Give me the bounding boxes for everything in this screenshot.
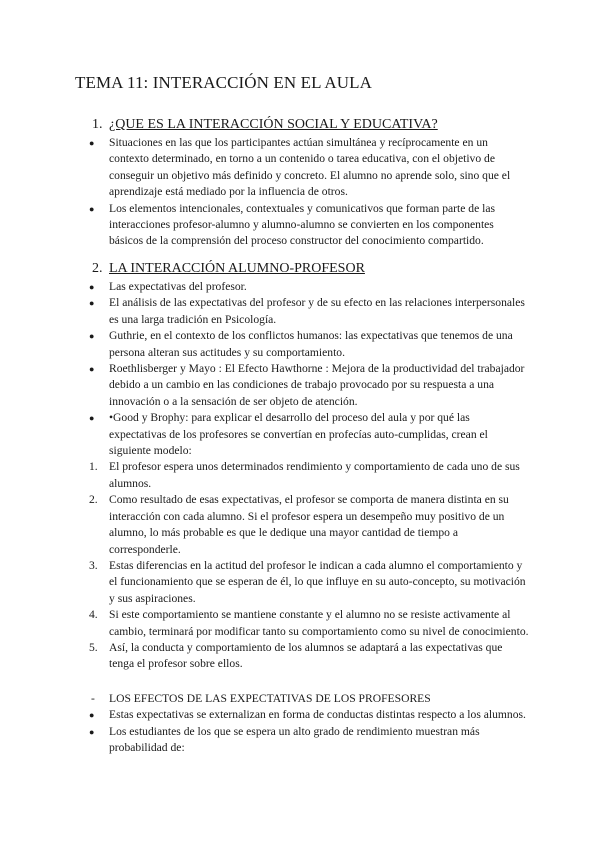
list-item-text: Guthrie, en el contexto de los conflictos humanos: las expectativas que tenemos de una persona alteran sus actitudes y su comportamiento. [109,329,513,359]
list-item-text: Los elementos intencionales, contextuales y comunicativos que forman parte de las interacciones profesor-alumno y alumno-alumno se convierten en los componentes básicos de la comprensión del proceso constructor del conocimiento compartido. [109,201,496,248]
list-item [0,328,529,361]
numbered-item-text: Estas diferencias en la actitud del profesor le indican a cada alumno el comportamiento y el funcionamiento que se esperan de él, lo que influye en su auto-concepto, su motivación y sus aspiraciones. [109,558,526,605]
item-number: 5. [89,640,98,654]
item-number: 2. [89,493,98,507]
numbered-item [0,492,529,558]
bullet-icon: ● [89,138,95,148]
list-item-text: Los estudiantes de los que se espera un alto grado de rendimiento muestran más probabilidad de: [109,724,480,754]
subsection-heading-text: LOS EFECTOS DE LAS EXPECTATIVAS DE LOS PROFESORES [109,691,431,705]
list-item-text: •Good y Brophy: para explicar el desarrollo del proceso del aula y por qué las expectativas de los profesores se convertían en profecías auto-cumplidas, crean el siguiente modelo: [109,411,488,458]
bullet-icon: ● [89,726,95,737]
subsection-heading [0,691,529,707]
list-item [0,135,529,201]
section-heading-text: LA INTERACCIÓN ALUMNO-PROFESOR [109,261,365,276]
numbered-item [0,459,529,492]
page-title: TEMA 11: INTERACCIÓN EN EL AULA [75,73,372,92]
numbered-item [0,607,529,640]
item-number: 4. [89,608,98,622]
section-interaccion-alumno-profesor [0,259,600,756]
item-number: 3. [89,558,98,572]
list-item [0,707,529,723]
numbered-item-text: El profesor espera unos determinados rendimiento y comportamiento de cada uno de sus alumnos. [109,460,520,490]
numbered-item [0,558,529,607]
list-item-text: El análisis de las expectativas del profesor y de su efecto en las relaciones interpersonales es una larga tradición en Psicología. [109,296,525,326]
list-item [0,279,529,295]
bullet-icon: ● [89,331,95,342]
section-number: 1. [92,117,103,132]
dash-marker: - [91,691,95,705]
list-item-text: Situaciones en las que los participantes actúan simultánea y recíprocamente en un contexto determinado, en torno a un contenido o tarea educativa, con el objetivo de conseguir un objetivo más definido y concreto. El alumno no aprende solo, sino que el aprendizaje está mediado por la influencia de otros. [109,136,511,199]
section-interaccion-social [0,115,600,250]
list-item [0,295,529,328]
bullet-icon: ● [89,203,95,214]
list-item [0,410,529,459]
list-item [0,724,529,757]
bullet-icon: ● [89,413,95,424]
bullet-icon: ● [89,298,95,309]
list-item-text: Estas expectativas se externalizan en forma de conductas distintas respecto a los alumnos. [109,708,526,722]
numbered-item [0,640,529,673]
item-number: 1. [89,460,98,474]
numbered-item-text: Si este comportamiento se mantiene constante y el alumno no se resiste activamente al cambio, terminará por modificar tanto su comportamiento como su nivel de conocimiento. [109,608,529,638]
list-item [0,201,529,250]
section-heading [0,259,600,279]
list-item [0,361,529,410]
bullet-icon: ● [89,282,95,292]
section-heading-text: ¿QUE ES LA INTERACCIÓN SOCIAL Y EDUCATIVA? [109,117,438,132]
bullet-icon: ● [89,710,95,721]
section-heading [0,115,600,135]
numbered-item-text: Así, la conducta y comportamiento de los alumnos se adaptará a las expectativas que tenga el profesor sobre ellos. [109,640,503,671]
list-item-text: Las expectativas del profesor. [109,280,247,293]
list-item-text: Roethlisberger y Mayo : El Efecto Hawthorne : Mejora de la productividad del trabajador debido a un cambio en las condiciones de trabajo provocado por su respuesta a una innovación o a la sensación de ser objeto de atención. [109,362,525,408]
section-number: 2. [92,261,103,276]
bullet-icon: ● [89,364,95,375]
numbered-item-text: Como resultado de esas expectativas, el profesor se comporta de manera distinta en su interacción con cada alumno. Si el profesor espera un desempeño muy positivo de un alumno, lo más probable es que le dedique una mayor cantidad de tiempo a corresponderle. [109,493,509,556]
